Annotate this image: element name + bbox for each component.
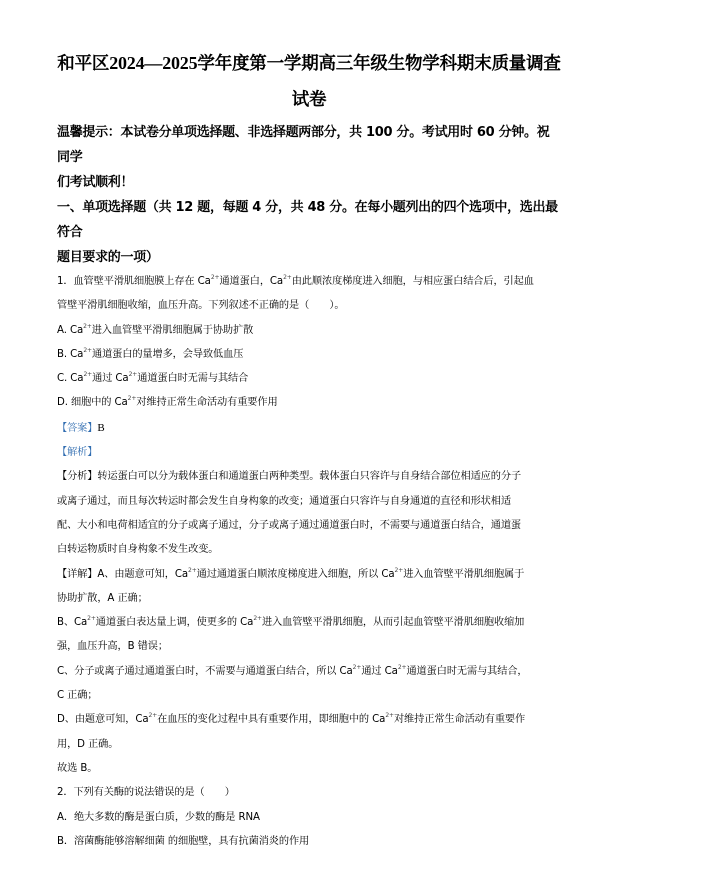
superscript: 2+ [83,371,93,379]
q1-option-c [57,367,561,391]
q1-option-a [57,319,561,343]
q1-stem-line1 [57,270,561,294]
text: 通道蛋白时无需与其结合 [137,373,249,385]
section1-heading-line1: 一、单项选择题（共 12 题，每题 4 分，共 48 分。在每小题列出的四个选项中，选出最符合 [57,200,558,240]
title-district: 和平区 [57,54,110,74]
text: 通过通道蛋白顺浓度梯度进入细胞，所以 Ca [196,568,395,580]
superscript: 2+ [128,371,138,379]
notice-line2: 们考试顺利！ [57,175,134,190]
superscript: 2+ [394,566,404,574]
q1-stem-line2: 管壁平滑肌细胞收缩，血压升高。下列叙述不正确的是（ ）。 [57,300,345,312]
text: D. 细胞中的 Ca [57,397,128,409]
text: 由此顺浓度梯度进入细胞，与相应蛋白结合后，引起血 [291,276,534,287]
xiangjie-label: 【详解】 [57,568,98,580]
notice-line1: 温馨提示：本试卷分单项选择题、非选择题两部分，共 100 分。考试用时 60 分钟。祝同学 [57,125,550,165]
superscript: 2+ [385,712,394,720]
text: 通道蛋白，Ca [219,276,284,287]
text: B. Ca [57,348,84,360]
fenxi-line3: 配、大小和电荷相适宜的分子或离子通过，分子或离子通过通道蛋白时，不需要与通道蛋白结合，通道蛋 [57,519,522,531]
section1-heading-line2: 题目要求的一项） [57,250,159,265]
text: 通过 Ca [361,665,398,677]
text: 转运蛋白可以分为载体蛋白和通道蛋白两种类型。载体蛋白只容许与自身结合部位相适应的分子 [97,471,522,483]
text: B、Ca [57,617,88,629]
exam-page [57,46,561,854]
text: 在血压的变化过程中具有重要作用，即细胞中的 Ca [157,714,386,726]
text: 通道蛋白时无需与其结合， [406,665,528,677]
q1-option-d [57,391,561,415]
superscript: 2+ [148,712,158,720]
superscript: 2+ [253,615,262,623]
text: A、由题意可知，Ca [97,568,188,580]
answer-label: 【答案】 [57,422,98,434]
superscript: 2+ [352,663,362,671]
exam-title-line1 [57,46,561,81]
q2-option-a: A．绝大多数的酶是蛋白质，少数的酶是 RNA [57,811,260,823]
text: C、分子或离子通过通道蛋白时，不需要与通道蛋白结合，所以 Ca [57,665,353,677]
text: 通过 Ca [92,373,129,385]
exam-title-line2: 试卷 [291,90,327,110]
text: 1．血管壁平滑肌细胞膜上存在 Ca [57,276,211,287]
fenxi-line4: 白转运物质时自身构象不发生改变。 [57,544,219,556]
detail-d-line2: 用，D 正确。 [57,738,119,750]
q2-option-b: B．溶菌酶能够溶解细菌 的细胞壁，具有抗菌消炎的作用 [57,835,310,847]
q1-conclusion: 故选 B。 [57,762,98,774]
text: D、由题意可知，Ca [57,714,149,726]
detail-a-line2: 协助扩散，A 正确； [57,592,148,604]
text: 对维持正常生命活动有重要作 [393,714,526,726]
text: 通道蛋白的量增多，会导致低血压 [91,348,244,360]
detail-b-line2: 强，血压升高，B 错误； [57,641,168,653]
text: 对维持正常生命活动有重要作用 [136,397,278,409]
analysis-label: 【解析】 [57,447,98,459]
superscript: 2+ [83,322,92,330]
text: 进入血管壁平滑肌细胞，从而引起血管壁平滑肌细胞收缩加 [261,617,525,629]
q1-answer [57,416,561,441]
title-text: 学年度第一学期高三年级生物学科期末质量调查 [197,54,561,74]
fenxi-line2: 或离子通过，而且每次转运时都会发生自身构象的改变；通道蛋白只容许与自身通道的直径和形状相适 [57,495,511,507]
superscript: 2+ [283,274,292,281]
superscript: 2+ [87,615,96,623]
answer-value: B [97,421,105,434]
title-years: 2024—2025 [109,53,198,73]
text: 通道蛋白表达量上调，使更多的 Ca [95,617,254,629]
detail-c-line2: C 正确； [57,690,98,702]
detail-a-line1 [57,563,561,587]
q1-option-b [57,343,561,367]
q2-stem: 2．下列有关酶的说法错误的是（ ） [57,787,235,799]
superscript: 2+ [397,663,407,671]
text: A. Ca [57,324,84,336]
question-2 [57,781,561,854]
superscript: 2+ [210,274,220,281]
detail-b-line1 [57,611,561,635]
superscript: 2+ [83,346,92,354]
fenxi-line1 [57,465,561,489]
question-1 [57,270,561,781]
text: 进入血管壁平滑肌细胞属于协助扩散 [91,324,254,336]
superscript: 2+ [188,566,197,574]
fenxi-label: 【分析】 [57,471,98,483]
detail-c-line1 [57,660,561,684]
superscript: 2+ [127,395,137,403]
text: 进入血管壁平滑肌细胞属于 [403,568,525,580]
text: C. Ca [57,373,84,385]
detail-d-line1 [57,708,561,732]
